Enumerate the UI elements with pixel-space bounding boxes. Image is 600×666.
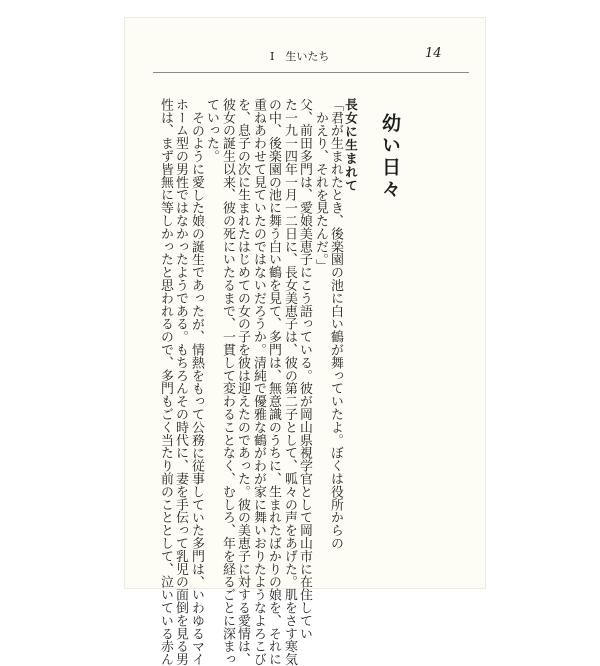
body-line: ホーム型の男性ではなかったようである。もちろんその時代に、妻を手伝って乳児の面倒を見る男 [172, 98, 188, 666]
body-line: 重ねあわせて見ていたのではないだろうか。清純で優雅な鶴がわが家に舞いおりたようなよろこび [250, 98, 266, 666]
chapter-title: 幼い日々 [379, 113, 401, 201]
body-line: を、息子の次に生まれたはじめての女の子を彼は迎えたのであった。彼の美恵子に対する愛情は、 [234, 98, 250, 666]
body-line: 父、前田多門は、愛娘美恵子にこう語っている。彼が岡山県視学官として岡山市に在住してい [296, 98, 312, 640]
page-number: 14 [425, 46, 442, 61]
body-line: た一九一四年一月一二日に、長女美恵子は、彼の第二子として、呱々の声をあげた。肌をさす寒気 [281, 98, 297, 666]
body-line: ていった。 [203, 98, 219, 163]
section-heading: 長女に生まれて [343, 98, 359, 193]
running-header [125, 48, 485, 68]
book-page [125, 18, 485, 666]
body-line: 性は、まず皆無に等しかったと思われるので、多門もごく当たり前のこととして、泣いている赤ん [157, 98, 173, 666]
body-line: かえり、それを見たんだ。」 [312, 111, 328, 273]
part-label: Ⅰ 生いたち [270, 50, 330, 63]
body-line: 彼女の誕生以来、彼の死にいたるまで、一貫して変わることなく、むしろ、年を経るごとに深まっ [219, 98, 235, 666]
header-rule [153, 72, 469, 73]
body-line: そのように愛した娘の誕生であったが、情熱をもって公務に従事していた多門は、いわゆるマイ [188, 111, 204, 666]
body-line: の中、後楽園の池に舞う白い鶴を見て、多門は、無意識のうちに、生まれたばかりの娘を、それに [265, 98, 281, 666]
body-line: 「君が生まれたとき、後楽園の池に白い鶴が舞っていたよ。ぼくは役所からの [327, 98, 343, 550]
